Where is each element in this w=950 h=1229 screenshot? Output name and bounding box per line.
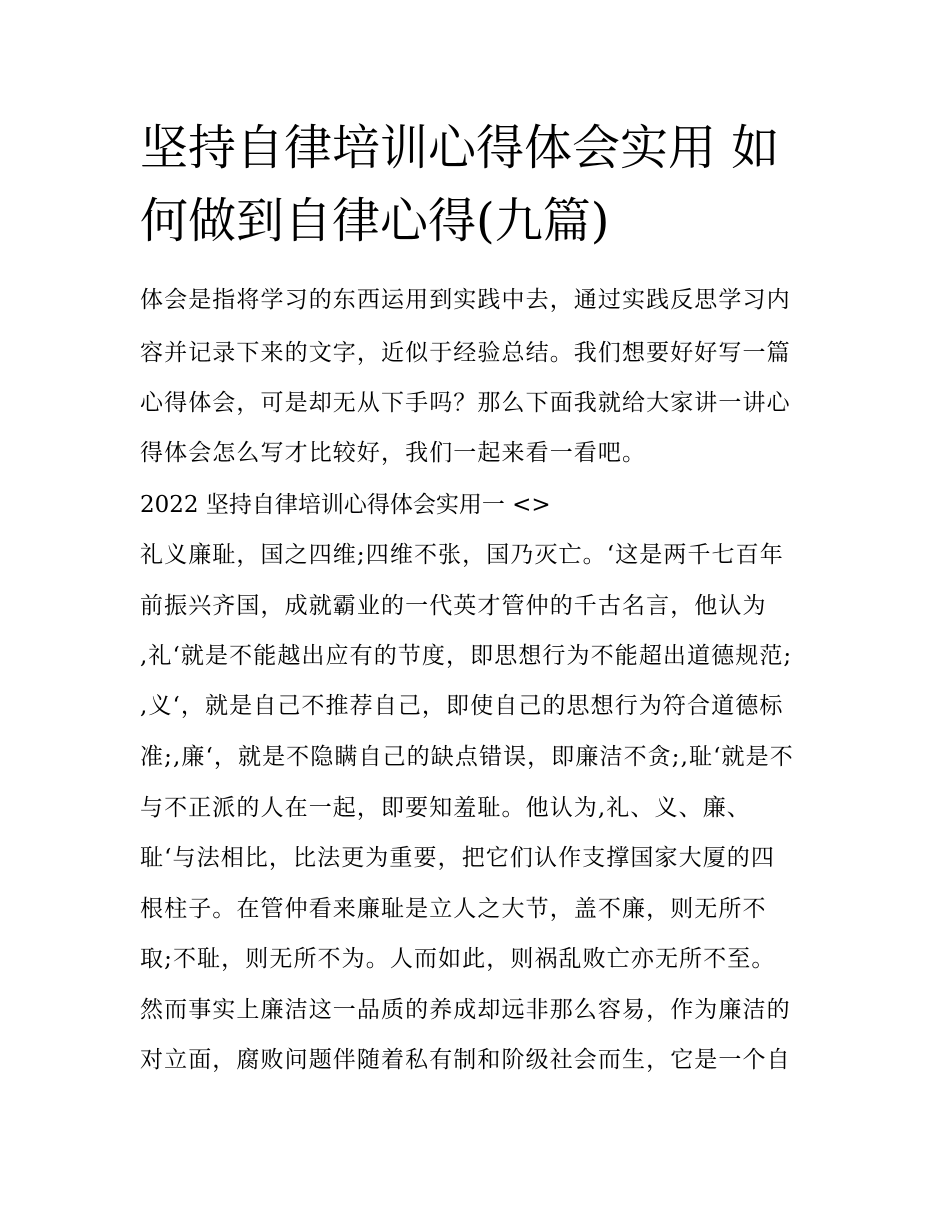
title-line-2: 何做到自律心得(九篇) — [140, 193, 610, 249]
section-heading: 2022 坚持自律培训心得体会实用一 <> — [140, 492, 551, 518]
intro-line: 心得体会，可是却无从下手吗？那么下面我就给大家讲一讲心 — [140, 390, 791, 416]
body-line: 取;不耻，则无所不为。人而如此，则祸乱败亡亦无所不至。 — [140, 946, 776, 972]
body-line: 然而事实上廉洁这一品质的养成却远非那么容易，作为廉洁的 — [140, 997, 791, 1023]
intro-line: 容并记录下来的文字，近似于经验总结。我们想要好好写一篇 — [140, 340, 791, 366]
intro-line: 体会是指将学习的东西运用到实践中去，通过实践反思学习内 — [140, 287, 791, 313]
body-line: 前振兴齐国，成就霸业的一代英才管仲的千古名言，他认为 — [140, 593, 767, 619]
document-title — [140, 112, 820, 258]
intro-line: 得体会怎么写才比较好，我们一起来看一看吧。 — [140, 440, 647, 466]
body-line: ,礼‘就是不能越出应有的节度，即思想行为不能超出道德规范; — [140, 643, 793, 669]
body-line: 耻‘与法相比，比法更为重要，把它们认作支撑国家大厦的四 — [140, 845, 776, 871]
body-line: 礼义廉耻，国之四维;四维不张，国乃灭亡。‘这是两千七百年 — [140, 542, 784, 568]
body-line: 根柱子。在管仲看来廉耻是立人之大节，盖不廉，则无所不 — [140, 896, 767, 922]
body-line: 对立面，腐败问题伴随着私有制和阶级社会而生，它是一个自 — [140, 1047, 791, 1073]
body-line: 准;,廉‘，就是不隐瞒自己的缺点错误，即廉洁不贪;,耻‘就是不 — [140, 744, 794, 770]
title-line-1: 坚持自律培训心得体会实用 如 — [140, 120, 780, 176]
body-line: 与不正派的人在一起，即要知羞耻。他认为,礼、义、廉、 — [140, 795, 751, 821]
body-line: ,义‘，就是自己不推荐自己，即使自己的思想行为符合道德标 — [140, 693, 784, 719]
